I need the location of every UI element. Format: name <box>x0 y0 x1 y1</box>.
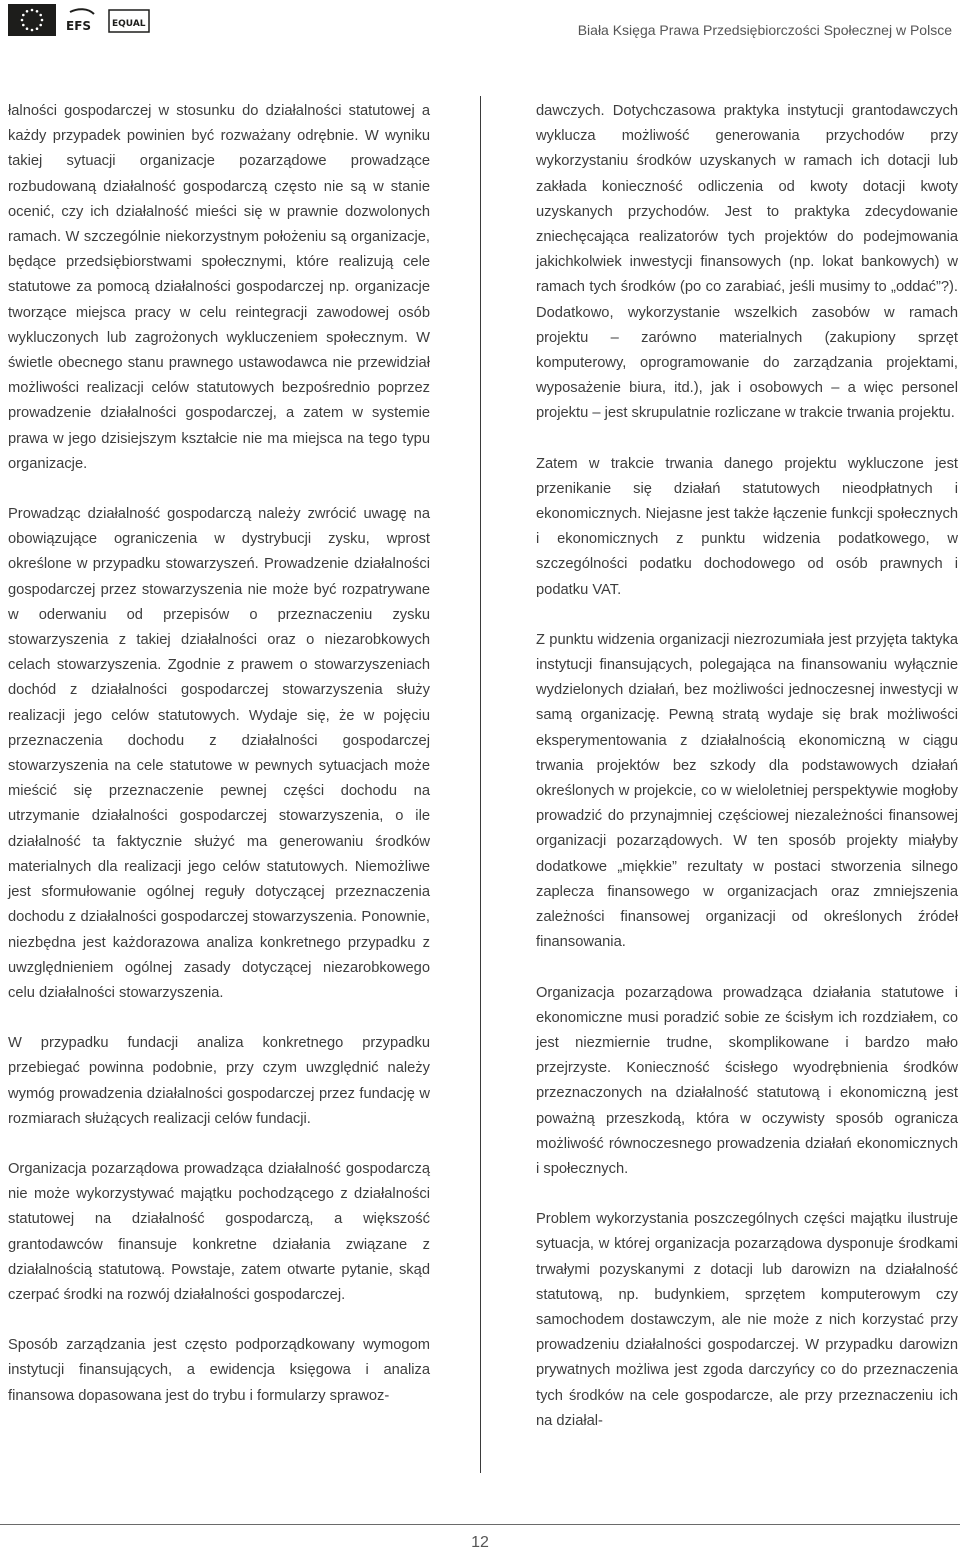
paragraph: Sposób zarządzania jest często podporządkowany wymogom instytucji finansujących, a ewidencja księgowa i analiza finansowa dopasowana jest do trybu i formularzy sprawoz- <box>8 1337 430 1404</box>
paragraph: Problem wykorzystania poszczególnych części majątku ilustruje sytuacja, w której organizacja pozarządowa dysponuje środkami trwałymi pozyskanymi z dotacji lub darowizn na działalność statutową, np. budynkiem, sprzętem komputerowym czy samochodem dostawczym, ale nie może z nich korzystać przy prowadzeniu działalności gospodarczej. W przypadku darowizn prywatnych możliwa jest zgoda darczyńcy co do przeznaczenia tych środków na cele gospodarcze, ale przy przeznaczeniu ich na działal- <box>536 1211 958 1429</box>
document-title: Biała Księga Prawa Przedsiębiorczości Społecznej w Polsce <box>577 22 952 38</box>
footer-rule <box>0 1524 960 1525</box>
svg-text:EQUAL: EQUAL <box>112 19 146 29</box>
equal-logo <box>108 8 150 34</box>
paragraph: Z punktu widzenia organizacji niezrozumiała jest przyjęta taktyka instytucji finansujących, polegająca na finansowaniu wyłącznie wydzielonych działań, bez możliwości jednoczesnej inwestycji w samą organizację. Pewną stratą wydaje się brak możliwości eksperymentowania z działalnością ekonomiczną w ciągu trwania projektów bez szkody dla podstawowych działań określonych w projekcie, co w wieloletniej perspektywie mogłoby prowadzić do przynajmniej częściowej niezależności finansowej organizacji pozarządowych. W ten sposób projekty miałyby dodatkowe „miękkie” rezultaty w postaci stworzenia silnego zaplecza finansowego w organizacjach oraz zmniejszenia zależności finansowej organizacji od określonych źródeł finansowania. <box>536 631 958 951</box>
eu-flag-logo <box>8 4 56 36</box>
paragraph: W przypadku fundacji analiza konkretnego przypadku przebiegać powinna podobnie, przy czym uwzględnić należy wymóg prowadzenia działalności gospodarczej przez fundację w rozmiarach służących realizacji celów fundacji. <box>8 1035 430 1127</box>
paragraph: Organizacja pozarządowa prowadząca działania statutowe i ekonomiczne musi poradzić sobie ze ścisłym ich rozdziałem, co jest niezmiernie trudne, skomplikowane i bardzo mało przejrzyste. Konieczność ścisłego wyodrębnienia środków przeznaczonych na działalność statutową i ekonomiczną jest poważną przeszkodą, która w oczywisty sposób ogranicza możliwość równoczesnego prowadzenia działań ekonomicznych i społecznych. <box>536 984 958 1177</box>
left-column <box>8 99 430 1434</box>
page-number: 12 <box>471 1534 489 1551</box>
paragraph: dawczych. Dotychczasowa praktyka instytucji grantodawczych wyklucza możliwość generowania przychodów przy wykorzystaniu środków uzyskanych w ramach ich dotacji lub zakłada konieczność odliczenia od kwoty dotacji kwoty uzyskanych przychodów. Jest to praktyka zdecydowanie zniechęcająca realizatorów tych projektów do podejmowania jakichkolwiek inwestycji finansowych (np. lokat bankowych) w ramach tych środków (po co zarabiać, jeśli musimy to „oddać”?). Dodatkowo, wykorzystanie wszelkich zasobów w ramach projektu – zarówno materialnych (zakupiony sprzęt komputerowy, oprogramowanie do zarządzania projektami, wyposażenie biura, itd.), jak i osobowych – a więc personel projektu – jest skrupulatnie rozliczane w trakcie trwania projektu. <box>536 103 958 422</box>
paragraph: Prowadząc działalność gospodarczą należy zwrócić uwagę na obowiązujące ograniczenia w dystrybucji zysku, wprost określone w przypadku stowarzyszeń. Prowadzenie działalności gospodarczej przez stowarzyszenia nie może być rozpatrywane w oderwaniu od przepisów o przeznaczeniu zysku stowarzyszenia z takiej działalności oraz o niezarobkowych celach stowarzyszenia. Zgodnie z prawem o stowarzyszeniach dochód z działalności gospodarczej stowarzyszenia służy realizacji jego celów statutowych. Wydaje się, że w pojęciu przeznaczenia dochodu z działalności gospodarczej stowarzyszenia na cele statutowe w pewnych sytuacjach może mieścić się przeznaczenie pewnej części dochodu na utrzymanie działalności gospodarczej stowarzyszenia, o ile działalność ta faktycznie służyć ma generowaniu środków materialnych dla realizacji jego celów statutowych. Niemożliwe jest sformułowanie ogólnej reguły dotyczącej przeznaczenia dochodu z działalności gospodarczej stowarzyszenia. Ponownie, niezbędna jest każdorazowa analiza konkretnego przypadku z uwzględnieniem ogólnej zasady dotyczącej niezarobkowego celu działalności stowarzyszenia. <box>8 506 430 1001</box>
paragraph: łalności gospodarczej w stosunku do działalności statutowej a każdy przypadek powinien być rozważany odrębnie. W wyniku takiej sytuacji organizacje pozarządowe prowadzące rozbudowaną działalność gospodarczą często nie są w stanie ocenić, czy ich działalność mieści się w prawnie dozwolonych ramach. W szczególnie niekorzystnym położeniu są organizacje, będące przedsiębiorstwami społecznymi, które realizują cele statutowe za pomocą działalności gospodarczej np. organizacje tworzące miejsca pracy w celu reintegracji zawodowej osób wykluczonych lub zagrożonych wykluczeniem społecznym. W świetle obecnego stanu prawnego ustawodawca nie przewidział możliwości realizacji celów statutowych bezpośrednio poprzez prowadzenie działalności gospodarczej, a zatem w systemie prawa w jego dzisiejszym kształcie nie ma miejsca na tego typu organizacje. <box>8 103 430 472</box>
right-column <box>536 99 958 1459</box>
page-header <box>0 0 960 64</box>
paragraph: Organizacja pozarządowa prowadząca działalność gospodarczą nie może wykorzystywać majątku pochodzącego z działalności statutowej na działalność gospodarczą, a większość grantodawców finansuje konkretne działania związane z działalnością statutową. Powstaje, zatem otwarte pytanie, skąd czerpać środki na rozwój działalności gospodarczej. <box>8 1160 430 1303</box>
svg-text:EFS: EFS <box>66 19 92 33</box>
paragraph: Zatem w trakcie trwania danego projektu wykluczone jest przenikanie się działań statutowych nieodpłatnych i ekonomicznych. Niejasne jest także łączenie funkcji społecznych i ekonomicznych z punktu widzenia podatkowego, w szczególności podatku dochodowego od osób prawnych i podatku VAT. <box>536 455 958 598</box>
efs-logo <box>64 8 98 34</box>
column-divider <box>480 96 481 1473</box>
